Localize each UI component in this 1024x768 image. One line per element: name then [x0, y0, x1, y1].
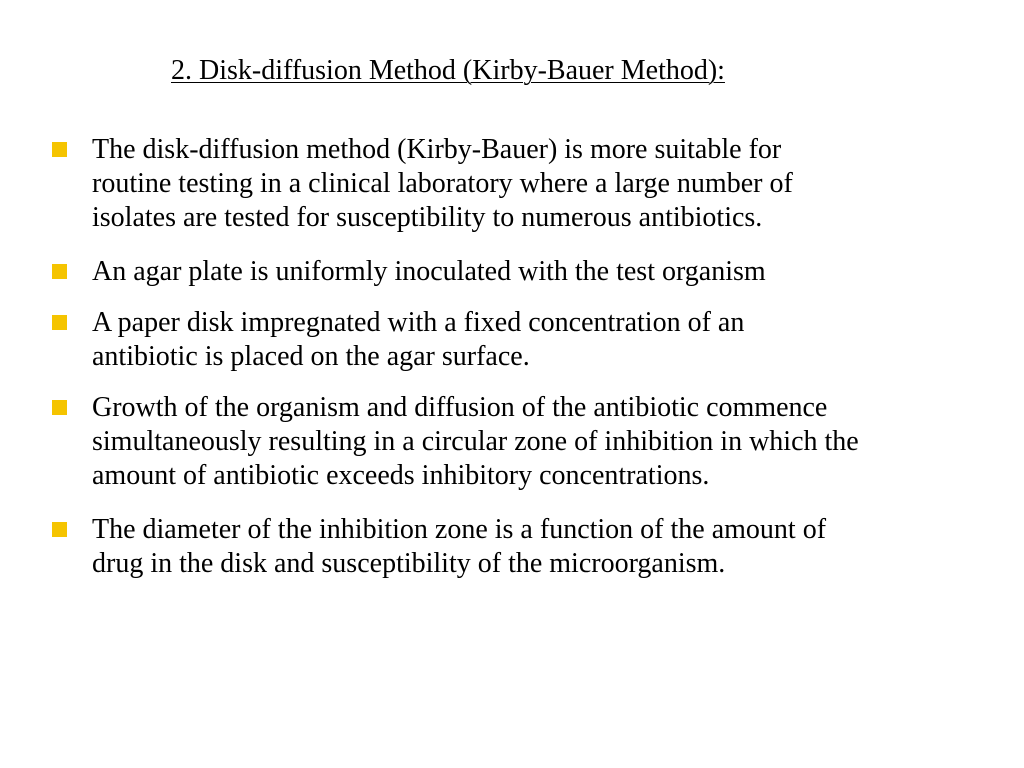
bullet-text-line: simultaneously resulting in a circular zone of inhibition in which the [92, 426, 859, 457]
bullet-item [0, 255, 1024, 289]
bullet-text-line: The diameter of the inhibition zone is a function of the amount of [92, 514, 827, 545]
bullet-list [0, 133, 1024, 594]
bullet-item [0, 306, 1024, 374]
square-bullet-icon [52, 522, 67, 537]
bullet-text-line: An agar plate is uniformly inoculated with the test organism [92, 256, 766, 287]
bullet-text-line: isolates are tested for susceptibility to numerous antibiotics. [92, 202, 763, 233]
bullet-text-line: antibiotic is placed on the agar surface. [92, 341, 530, 372]
square-bullet-icon [52, 264, 67, 279]
square-bullet-icon [52, 315, 67, 330]
bullet-text-line: A paper disk impregnated with a fixed concentration of an [92, 307, 745, 338]
slide-title: 2. Disk-diffusion Method (Kirby-Bauer Method): [171, 55, 725, 86]
bullet-text-line: routine testing in a clinical laboratory where a large number of [92, 168, 793, 199]
bullet-item [0, 391, 1024, 493]
square-bullet-icon [52, 400, 67, 415]
bullet-text-line: amount of antibiotic exceeds inhibitory concentrations. [92, 460, 710, 491]
bullet-item [0, 133, 1024, 235]
bullet-text-line: drug in the disk and susceptibility of the microorganism. [92, 548, 726, 579]
square-bullet-icon [52, 142, 67, 157]
bullet-item [0, 513, 1024, 581]
bullet-text-line: The disk-diffusion method (Kirby-Bauer) is more suitable for [92, 134, 782, 165]
bullet-text-line: Growth of the organism and diffusion of the antibiotic commence [92, 392, 828, 423]
